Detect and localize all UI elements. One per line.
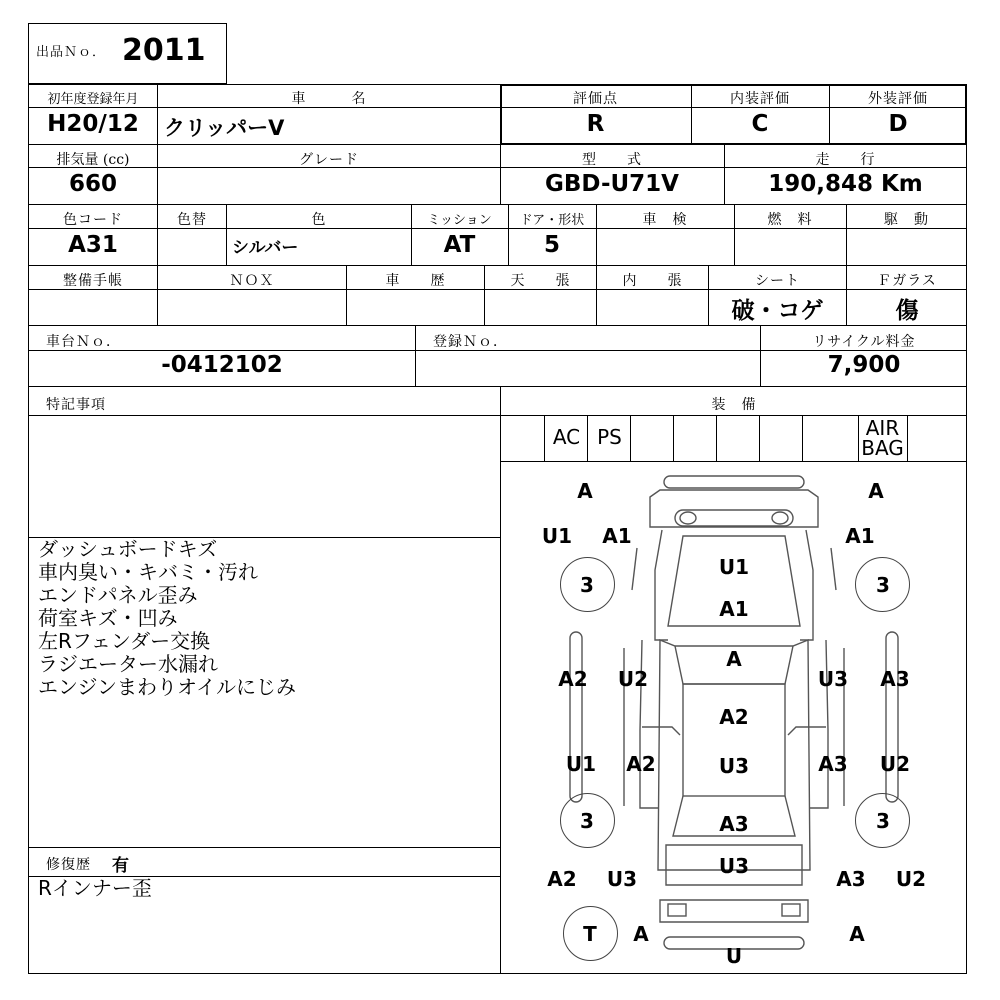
damage-code: U1 xyxy=(718,555,750,579)
damage-code: A xyxy=(577,479,593,503)
divider xyxy=(28,386,967,387)
mileage-value: 190,848 Km xyxy=(768,171,923,197)
score-value: R xyxy=(586,111,605,137)
equipment-ps: PS xyxy=(597,425,622,449)
damage-code: U xyxy=(725,944,743,968)
recycle-label: リサイクル料金 xyxy=(812,334,916,350)
interior-label: 内装評価 xyxy=(730,91,790,107)
nox-label: ＮＯＸ xyxy=(229,273,275,289)
door-value: 5 xyxy=(543,232,560,258)
reg-no-label: 登録Ｎｏ． xyxy=(433,334,508,350)
car-name-value: クリッパーV xyxy=(164,116,285,140)
history-label: 車 歴 xyxy=(385,273,446,289)
tire-rear-left-code: 3 xyxy=(580,809,594,833)
damage-code: U1 xyxy=(565,752,597,776)
equipment-label: 装 備 xyxy=(711,397,757,413)
repair-label: 修復歴 xyxy=(46,857,91,873)
door-label: ドア・形状 xyxy=(519,213,585,228)
damage-code: A1 xyxy=(845,524,875,548)
damage-code: U3 xyxy=(817,667,849,691)
model-label: 型 式 xyxy=(582,152,642,168)
color-change-label: 色替 xyxy=(177,212,207,228)
divider xyxy=(802,415,803,461)
remarks-line-7: エンジンまわりオイルにじみ xyxy=(38,675,296,699)
tire-spare-code: T xyxy=(583,922,597,946)
exterior-value: D xyxy=(888,111,908,137)
chassis-no-value: -0412102 xyxy=(161,352,283,378)
remarks-line-1: ダッシュボードキズ xyxy=(38,537,218,561)
seat-value: 破・コゲ xyxy=(731,298,824,324)
damage-code: A1 xyxy=(602,524,632,548)
damage-code: A3 xyxy=(836,867,866,891)
lot-number-label: 出品Ｎｏ． xyxy=(36,45,107,60)
damage-code: A3 xyxy=(818,752,848,776)
divider xyxy=(28,415,967,416)
damage-code: U3 xyxy=(606,867,638,891)
equipment-airbag: AIR BAG xyxy=(861,416,904,460)
damage-code: U3 xyxy=(718,754,750,778)
service-book-label: 整備手帳 xyxy=(63,273,123,289)
model-value: GBD-U71V xyxy=(545,171,679,197)
damage-code: U2 xyxy=(879,752,911,776)
mileage-label: 走 行 xyxy=(815,152,876,168)
chassis-no-label: 車台Ｎｏ． xyxy=(46,334,121,350)
tire-front-left-code: 3 xyxy=(580,573,594,597)
damage-code: A xyxy=(726,647,742,671)
repair-value: 有 xyxy=(112,856,129,876)
damage-code: A3 xyxy=(880,667,910,691)
tire-rear-right-code: 3 xyxy=(876,809,890,833)
divider xyxy=(716,415,717,461)
inspection-label: 車 検 xyxy=(642,212,688,228)
divider xyxy=(673,415,674,461)
damage-code: A xyxy=(633,922,649,946)
damage-code: A1 xyxy=(719,597,749,621)
damage-code: U2 xyxy=(895,867,927,891)
damage-code: U2 xyxy=(617,667,649,691)
lot-number-value: 2011 xyxy=(122,33,206,68)
divider xyxy=(28,847,500,848)
displacement-label: 排気量 (cc) xyxy=(56,152,130,168)
damage-code: A2 xyxy=(626,752,656,776)
f-glass-label: Ｆガラス xyxy=(877,273,937,289)
exterior-label: 外装評価 xyxy=(868,91,928,107)
roof-label: 天 張 xyxy=(510,273,571,289)
color-label: 色 xyxy=(311,212,327,228)
color-code-label: 色コード xyxy=(63,212,123,228)
divider xyxy=(28,265,967,266)
damage-code: A2 xyxy=(547,867,577,891)
seat-label: シート xyxy=(755,273,800,289)
divider xyxy=(28,204,967,205)
first-reg-value: H20/12 xyxy=(47,111,139,137)
mission-label: ミッション xyxy=(427,213,492,228)
color-code-value: A31 xyxy=(68,232,118,258)
inner-lining-label: 内 張 xyxy=(622,273,683,289)
recycle-value: 7,900 xyxy=(827,352,901,378)
remarks-line-5: 左Rフェンダー交換 xyxy=(38,629,211,653)
damage-code: A2 xyxy=(719,705,749,729)
displacement-value: 660 xyxy=(68,171,117,197)
mission-value: AT xyxy=(443,232,476,258)
color-value: シルバー xyxy=(232,238,299,258)
damage-code: A3 xyxy=(719,812,749,836)
damage-code: A xyxy=(868,479,884,503)
remarks-line-4: 荷室キズ・凹み xyxy=(38,606,178,630)
drive-label: 駆 動 xyxy=(884,212,929,228)
damage-code: A xyxy=(849,922,865,946)
divider xyxy=(907,415,908,461)
f-glass-value: 傷 xyxy=(895,298,919,324)
divider xyxy=(759,415,760,461)
damage-code: U3 xyxy=(718,854,750,878)
interior-value: C xyxy=(751,111,769,137)
fuel-label: 燃 料 xyxy=(767,212,813,228)
damage-code: U1 xyxy=(541,524,573,548)
remarks-line-6: ラジエーター水漏れ xyxy=(38,652,218,676)
repair-note: Rインナー歪 xyxy=(38,876,152,900)
score-label: 評価点 xyxy=(573,91,618,107)
remarks-line-3: エンドパネル歪み xyxy=(38,583,198,607)
car-name-label: 車 名 xyxy=(291,91,367,107)
damage-code: A2 xyxy=(558,667,588,691)
remarks-label: 特記事項 xyxy=(46,397,106,413)
equipment-ac: AC xyxy=(552,425,581,449)
grade-label: グレード xyxy=(299,152,359,168)
divider xyxy=(28,325,967,326)
first-reg-label: 初年度登録年月 xyxy=(47,92,139,107)
remarks-line-2: 車内臭い・キバミ・汚れ xyxy=(38,560,258,584)
tire-front-right-code: 3 xyxy=(876,573,890,597)
